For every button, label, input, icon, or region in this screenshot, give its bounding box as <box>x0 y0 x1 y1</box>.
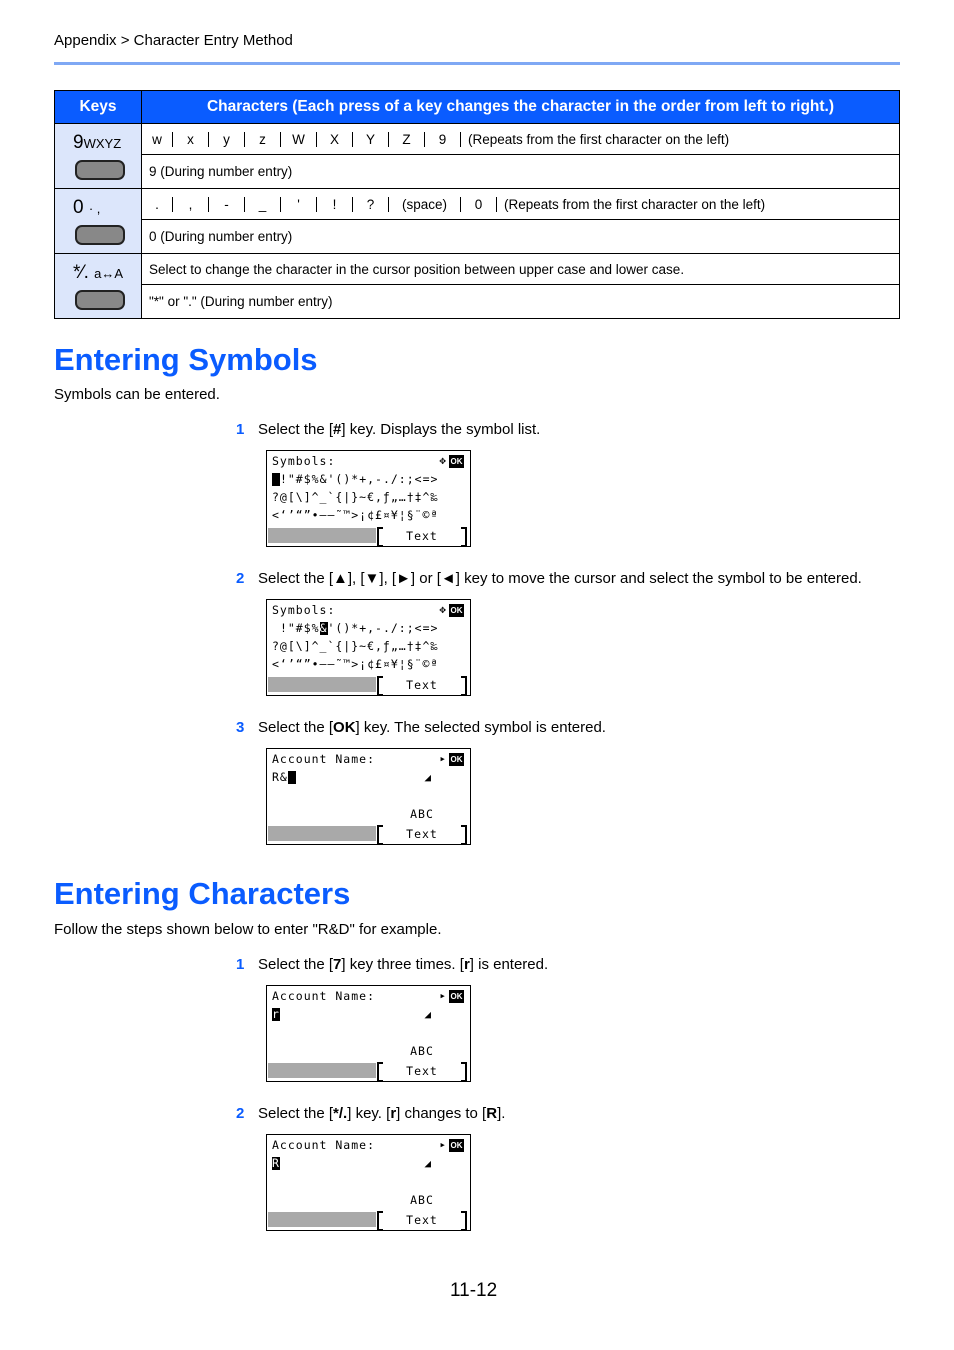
ok-icon: OK <box>450 1141 463 1150</box>
col-header-characters: Characters (Each press of a key changes the character in the order from left to right.) <box>142 91 900 124</box>
text-softkey[interactable]: Text <box>377 1211 467 1229</box>
cursor: R <box>272 1156 280 1170</box>
key-asterisk-description: Select to change the character in the cursor position between upper case and lower case. <box>142 254 900 285</box>
char-cell: y <box>209 132 245 147</box>
input-mode: ABC <box>410 807 434 821</box>
char-cell: _ <box>245 197 281 212</box>
symbol-row-2: ?@[\]^_`{|}~€,ƒ„…†‡^‰ <box>272 639 439 653</box>
softkey-bar <box>268 1063 376 1078</box>
repeat-note: (Repeats from the first character on the left) <box>468 131 730 147</box>
char-cell: ' <box>281 197 317 212</box>
cursor <box>288 771 296 784</box>
characters-intro: Follow the steps shown below to enter "R&D" for example. <box>54 921 442 938</box>
softkey-bar <box>268 1212 376 1227</box>
section-title-characters: Entering Characters <box>54 876 351 911</box>
softkey-bar <box>268 528 376 543</box>
key-0-number-entry: 0 (During number entry) <box>142 220 900 254</box>
key-0-button-icon <box>75 225 125 245</box>
ok-icon: OK <box>450 457 463 466</box>
char-cell: . <box>142 197 173 212</box>
signal-icon: ◢ <box>424 771 432 784</box>
symbol-row-3: <‘’“”•–—˜™>¡¢£¤¥¦§¨©ª <box>272 657 439 671</box>
section-title-symbols: Entering Symbols <box>54 342 318 377</box>
key-asterisk-button-icon <box>75 290 125 310</box>
ok-icon: OK <box>450 606 463 615</box>
key-table <box>54 90 900 319</box>
char-cell: 9 <box>425 132 461 147</box>
char-cell: , <box>173 197 209 212</box>
char-cell: x <box>173 132 209 147</box>
signal-icon: ◢ <box>424 1008 432 1021</box>
characters-step-2: 2 Select the [*/.] key. [r] changes to [R]. <box>236 1105 506 1122</box>
symbols-step-3: 3 Select the [OK] key. The selected symbol is entered. <box>236 719 606 736</box>
key-9-chars <box>142 124 900 155</box>
char-cell: ! <box>317 197 353 212</box>
entry-text: R& <box>272 771 296 784</box>
key-asterisk-cell <box>55 254 142 319</box>
symbol-row-2: ?@[\]^_`{|}~€,ƒ„…†‡^‰ <box>272 490 439 504</box>
softkey-bar <box>268 826 376 841</box>
char-cell: w <box>142 132 173 147</box>
lcd-symbols-1 <box>266 450 471 547</box>
symbols-step-2: 2 Select the [▲], [▼], [►] or [◄] key to move the cursor and select the symbol to be entered. <box>236 570 862 587</box>
key-0-chars <box>142 189 900 220</box>
symbol-row-1: !"#$%&'()*+,-./:;<=> <box>272 473 438 486</box>
symbol-row-3: <‘’“”•–—˜™>¡¢£¤¥¦§¨©ª <box>272 508 439 522</box>
page-number: 11-12 <box>450 1280 498 1301</box>
key-9-cell <box>55 124 142 189</box>
lcd-title: Symbols: <box>272 454 336 468</box>
entry-text <box>272 1157 280 1170</box>
cursor: r <box>272 1007 280 1021</box>
key-asterisk-number-entry: "*" or "." (During number entry) <box>142 285 900 319</box>
key-9-button-icon <box>75 160 125 180</box>
input-mode: ABC <box>410 1044 434 1058</box>
entry-text <box>272 1008 280 1021</box>
key-0-label: 0 · , <box>73 197 101 218</box>
repeat-note: (Repeats from the first character on the left) <box>504 196 766 212</box>
lcd-account-upper <box>266 1134 471 1231</box>
move-icon: ✥ <box>439 603 446 616</box>
char-cell: 0 <box>461 197 497 212</box>
lcd-account-lower <box>266 985 471 1082</box>
move-icon: ✥ <box>439 454 446 467</box>
char-cell: W <box>281 132 317 147</box>
text-softkey[interactable]: Text <box>377 825 467 843</box>
right-arrow-icon: ▸ <box>439 1138 446 1151</box>
lcd-symbols-2 <box>266 599 471 696</box>
lcd-title: Account Name: <box>272 1138 376 1152</box>
key-0-cell <box>55 189 142 254</box>
right-arrow-icon: ▸ <box>439 752 446 765</box>
char-cell: ? <box>353 197 389 212</box>
char-cell: z <box>245 132 281 147</box>
key-9-label: 9WXYZ <box>73 132 122 153</box>
char-cell: Y <box>353 132 389 147</box>
lcd-account-symbol <box>266 748 471 845</box>
key-9-number-entry: 9 (During number entry) <box>142 155 900 189</box>
char-cell: X <box>317 132 353 147</box>
symbols-intro: Symbols can be entered. <box>54 386 220 403</box>
text-softkey[interactable]: Text <box>377 1062 467 1080</box>
right-arrow-icon: ▸ <box>439 989 446 1002</box>
signal-icon: ◢ <box>424 1157 432 1170</box>
key-asterisk-label: *⁄. a↔A <box>73 262 124 283</box>
symbols-step-1: 1 Select the [#] key. Displays the symbol list. <box>236 421 541 438</box>
lcd-title: Symbols: <box>272 603 336 617</box>
text-softkey[interactable]: Text <box>377 676 467 694</box>
characters-step-1: 1 Select the [7] key three times. [r] is entered. <box>236 956 549 973</box>
softkey-bar <box>268 677 376 692</box>
col-header-keys: Keys <box>55 91 142 124</box>
ok-icon: OK <box>450 992 463 1001</box>
text-softkey[interactable]: Text <box>377 527 467 545</box>
char-cell: Z <box>389 132 425 147</box>
header-rule <box>54 62 900 65</box>
cursor: & <box>319 621 328 635</box>
breadcrumb: Appendix > Character Entry Method <box>54 32 293 49</box>
symbol-row-1: !"#$%&'()*+,-./:;<=> <box>279 621 439 635</box>
cursor <box>272 473 280 486</box>
char-cell: (space) <box>389 197 461 212</box>
lcd-title: Account Name: <box>272 752 376 766</box>
lcd-title: Account Name: <box>272 989 376 1003</box>
ok-icon: OK <box>450 755 463 764</box>
input-mode: ABC <box>410 1193 434 1207</box>
char-cell: - <box>209 197 245 212</box>
